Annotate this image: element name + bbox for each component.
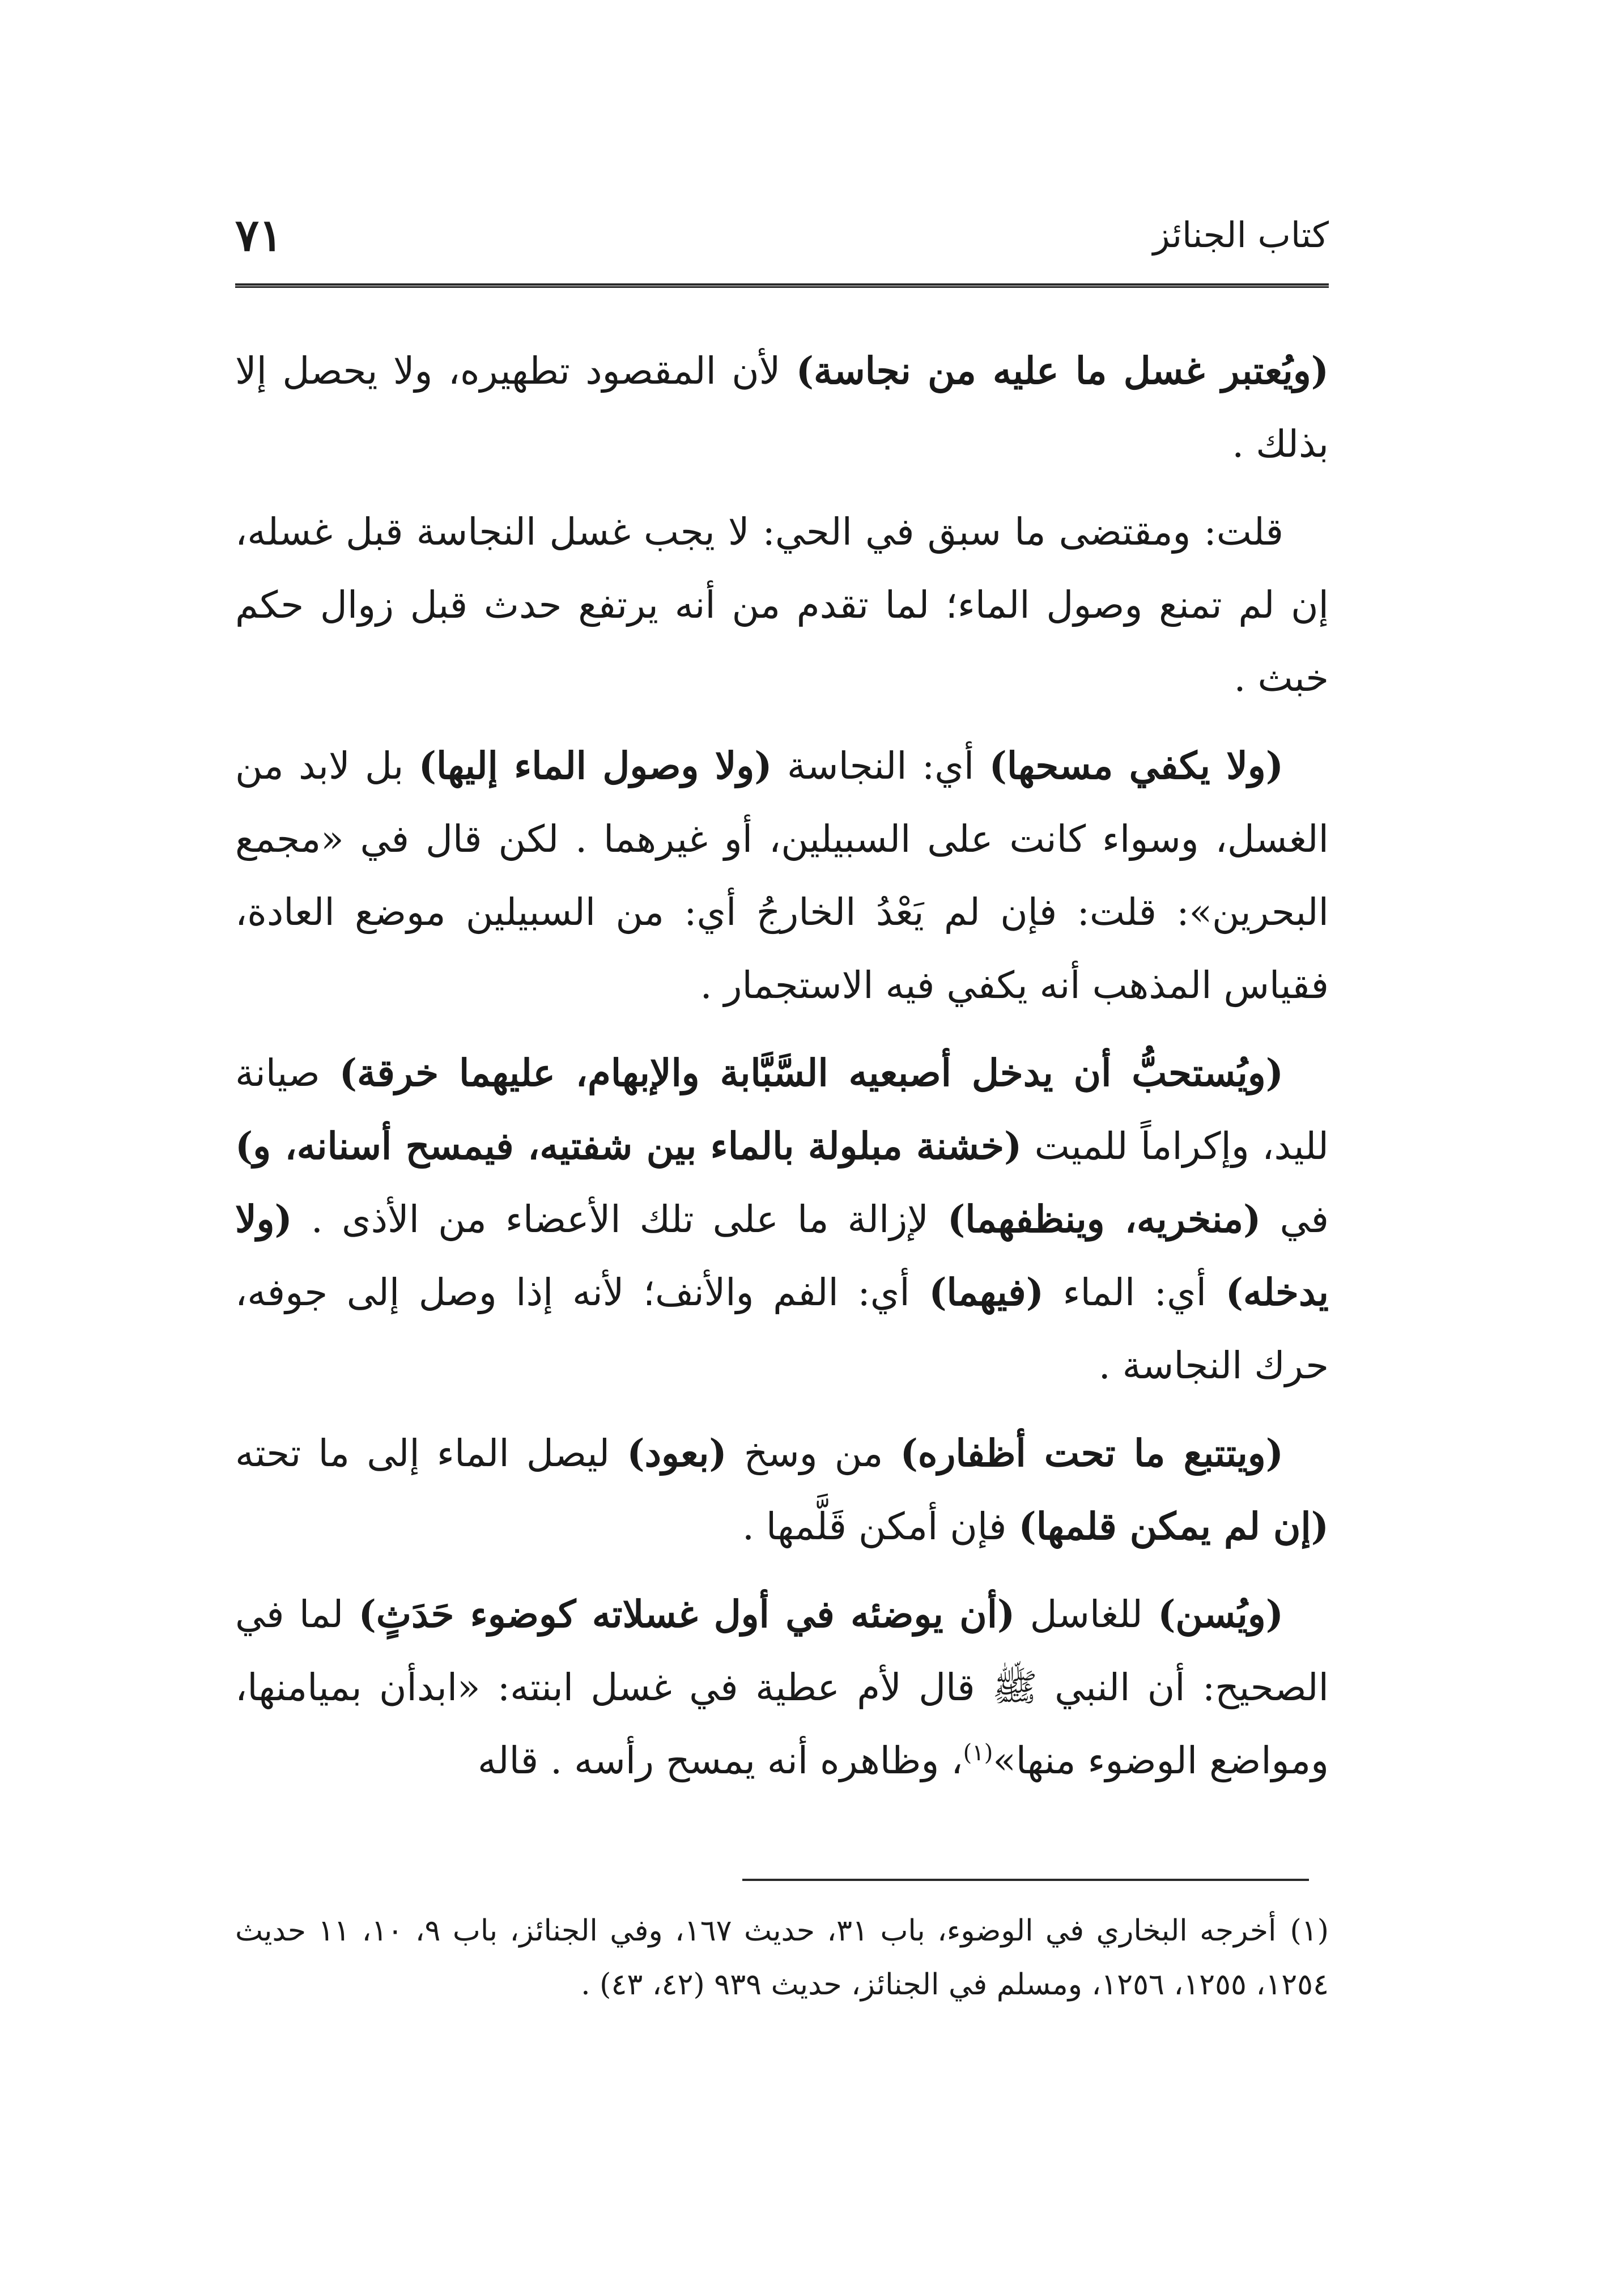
bold-matn: (ولا يكفي مسحها) — [989, 744, 1283, 788]
running-title: كتاب الجنائز — [1153, 214, 1329, 256]
page-number: ٧١ — [235, 210, 283, 261]
commentary-text: لإزالة ما على تلك الأعضاء من الأذى . — [292, 1198, 948, 1241]
commentary-text: لما في الصحيح: أن النبي ﷺ قال لأم عطية في غسل ابنته: «ابدأن بميامنها، ومواضع الوضوء منها» — [235, 1593, 1329, 1782]
footnote-text: أخرجه البخاري في الوضوء، باب ٣١، حديث ١٦٧، وفي الجنائز، باب ٩، ١٠، ١١ حديث ١٢٥٤، ١٢٥٥، ١٢٥٦، ومسلم في الجنائز، حديث ٩٣٩ (٤٢، ٤٣) . — [235, 1914, 1329, 2002]
commentary-text: للغاسل — [1015, 1593, 1158, 1636]
paragraph — [235, 334, 1329, 481]
footnote-reference[interactable]: (١) — [963, 1740, 993, 1766]
commentary-text: ليصل الماء إلى ما تحته — [235, 1432, 627, 1475]
paragraph — [235, 729, 1329, 1022]
bold-matn: (منخريه، وينظفهما) — [947, 1197, 1261, 1241]
footnote-marker: (١) — [1290, 1914, 1329, 1948]
bold-matn: (ولا يدخله) — [235, 1197, 1329, 1314]
paragraph — [235, 495, 1329, 715]
commentary-text: من وسخ — [726, 1432, 900, 1475]
commentary-text: ، وظاهره أنه يمسح رأسه . قاله — [477, 1739, 963, 1782]
footnote — [235, 1904, 1329, 2012]
bold-matn: (خشنة مبلولة بالماء بين شفتيه، فيمسح أسنانه، و) — [235, 1124, 1022, 1168]
bold-matn: (إن لم يمكن قلمها) — [1018, 1504, 1329, 1548]
commentary-text: قلت: ومقتضى ما سبق في الحي: لا يجب غسل النجاسة قبل غسله، إن لم تمنع وصول الماء؛ لما تقدم من أنه يرتفع حدث قبل زوال حكم خبث . — [235, 510, 1329, 700]
commentary-text: في — [1261, 1198, 1329, 1241]
bold-matn: (ويتتبع ما تحت أظفاره) — [900, 1431, 1283, 1475]
commentary-text: أي: النجاسة — [772, 744, 989, 788]
bold-matn: (بعود) — [627, 1431, 727, 1475]
page-header — [235, 210, 1329, 272]
bold-matn: (ويُعتبر غسل ما عليه من نجاسة) — [796, 349, 1329, 393]
paragraph — [235, 1417, 1329, 1563]
bold-matn: (فيهما) — [929, 1270, 1044, 1314]
paragraph — [235, 1578, 1329, 1797]
commentary-text: لأن المقصود تطهيره، ولا يحصل إلا بذلك . — [235, 349, 1329, 466]
commentary-text: فإن أمكن قَلَّمها . — [742, 1505, 1019, 1548]
main-text — [235, 334, 1329, 1812]
header-rule — [235, 283, 1329, 288]
bold-matn: (أن يوضئه في أول غسلاته كوضوء حَدَثٍ) — [358, 1592, 1015, 1636]
commentary-text: صيانة لليد، وإكراماً للميت — [235, 1051, 1329, 1168]
commentary-text: أي: الماء — [1043, 1271, 1226, 1314]
paragraph — [235, 1037, 1329, 1402]
commentary-text: بل لابد من الغسل، وسواء كانت على السبيلين، أو غيرهما . لكن قال في «مجمع البحرين»: قلت: فإن لم يَعْدُ الخارجُ أي: من السبيلين موضع العادة، فقياس المذهب أنه يكفي فيه الاستجمار . — [235, 744, 1329, 1007]
footnotes — [235, 1904, 1329, 2027]
bold-matn: (ويُسن) — [1158, 1592, 1284, 1636]
commentary-text: أي: الفم والأنف؛ لأنه إذا وصل إلى جوفه، حرك النجاسة . — [235, 1271, 1329, 1387]
bold-matn: (ولا وصول الماء إليها) — [418, 744, 772, 788]
bold-matn: (ويُستحبُّ أن يدخل أصبعيه السَّبَّابة والإبهام، عليهما خرقة) — [339, 1051, 1283, 1095]
footnote-rule — [742, 1879, 1309, 1881]
